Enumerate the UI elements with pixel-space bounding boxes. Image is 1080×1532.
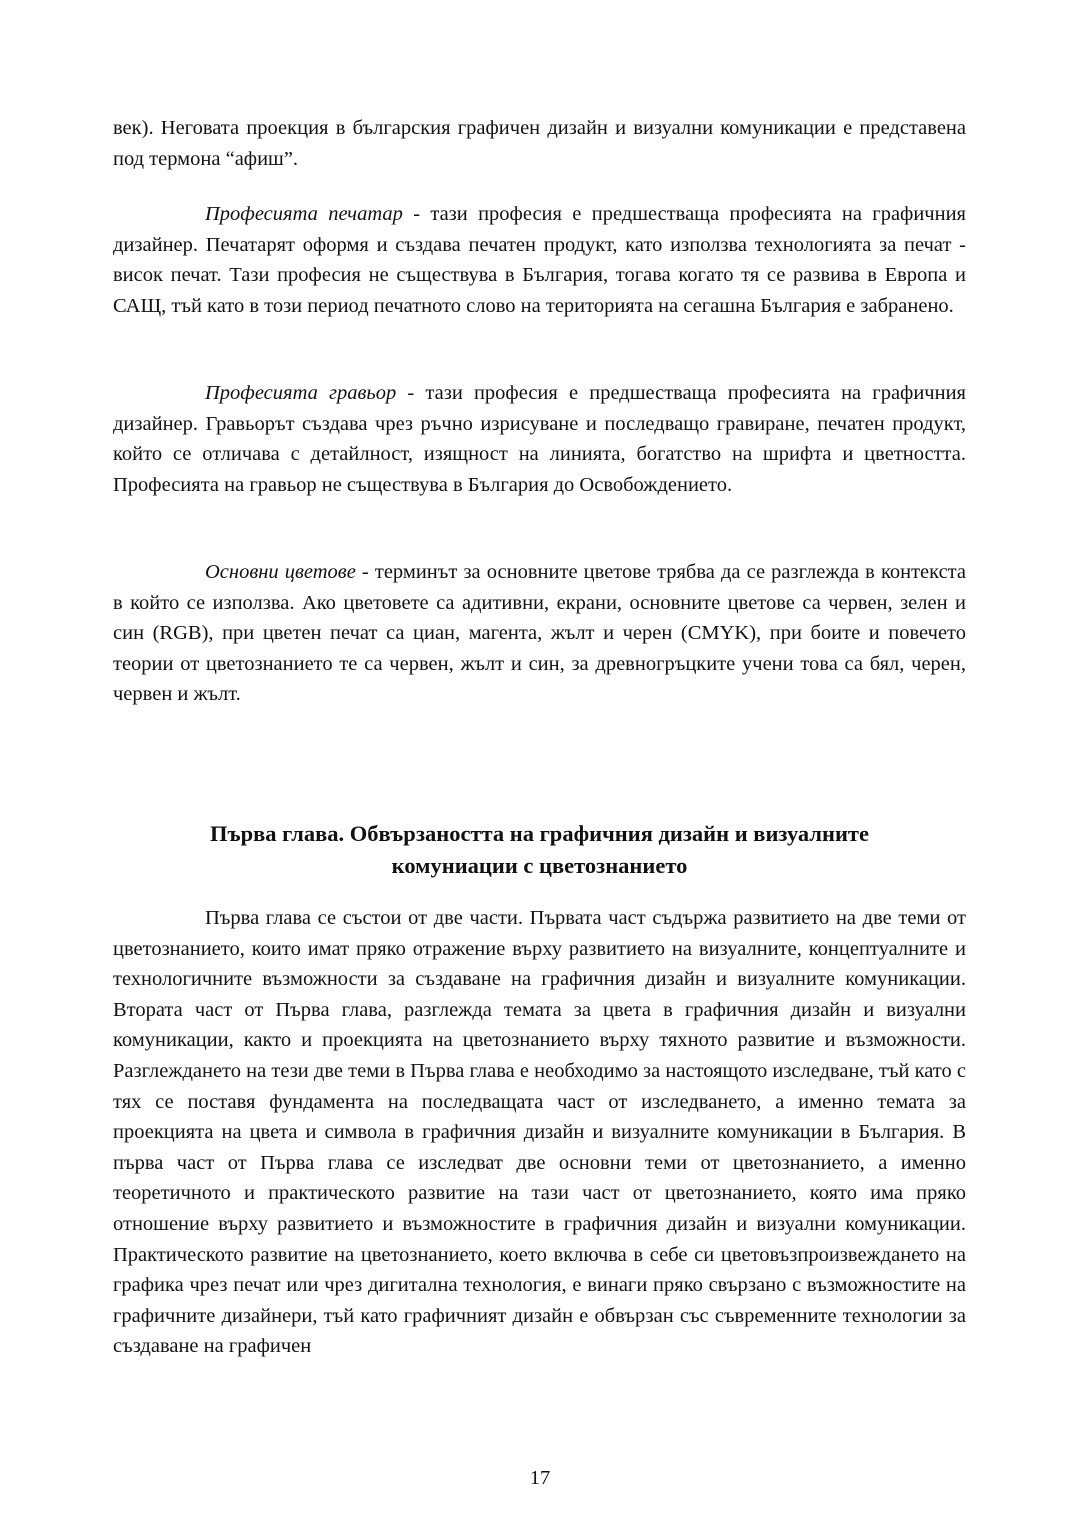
paragraph-text: - тази професия е предшестваща професията на графичния дизайнер. Гравьорът създава чрез ръчно изрисуване и последващо гравиране, печатен продукт, който се отличава с детайлност, изящност на линията, богатство на шрифта и цветността. Професията на гравьор не съществува в България до Освобождението. xyxy=(113,382,966,496)
paragraph-text: - тази професия е предшестваща професията на графичния дизайнер. Печатарят оформя и създава печатен продукт, като използва технологията за печат - висок печат. Тази професия не съществува в България, тогава когато тя се развива в Европа и САЩ, тъй като в този период печатното слово на територията на сегашна България е забранено. xyxy=(113,203,966,317)
paragraph-text: век). Неговата проекция в българския графичен дизайн и визуални комуникации е представена под термона “афиш”. xyxy=(113,117,966,170)
paragraph-engraver-profession xyxy=(113,378,966,500)
paragraph-text: - терминът за основните цветове трябва да се разглежда в контекста в който се използва. Ако цветовете са адитивни, екрани, основните цветове са червен, зелен и син (RGB), при цветен печат са циан, магента, жълт и черен (CMYK), при боите и повечето теории от цветознанието те са червен, жълт и син, за древногръцките учени това са бял, черен, червен и жълт. xyxy=(113,561,966,706)
paragraph-afish-continuation xyxy=(113,113,966,174)
page-number: 17 xyxy=(529,1467,551,1489)
chapter-heading xyxy=(113,818,966,882)
paragraph-primary-colors xyxy=(113,557,966,710)
term-primary-colors: Основни цветове xyxy=(205,561,356,583)
paragraph-text: Първа глава се състои от две части. Първата част съдържа развитието на две теми от цветознанието, които имат пряко отражение върху развитието на визуалните, концептуалните и технологичните възможности за създаване на графичния дизайн и визуалните комуникации. Втората част от Първа глава, разглежда темата за цвета в графичния дизайн и визуални комуникации, както и проекцията на цветознанието върху тяхното развитие и възможности. Разглеждането на тези две теми в Първа глава е необходимо за настоящото изследване, тъй като с тях се поставя фундамента на последващата част от изследването, а именно темата за проекцията на цвета и символа в графичния дизайн и визуалните комуникации в България. В първа част от Първа глава се изследват две основни теми от цветознанието, а именно теоретичното и практическото развитие на тази част от цветознанието, която има пряко отношение върху развитието и възможностите в графичния дизайн и визуални комуникации. Практическото развитие на цветознанието, което включва в себе си цветовъзпроизвеждането на графика чрез печат или чрез дигитална технология, е винаги пряко свързано с възможностите на графичните дизайнери, тъй като графичният дизайн е обвързан със съвременните технологии за създаване на графичен xyxy=(113,907,966,1358)
paragraph-chapter-intro xyxy=(113,903,966,1362)
term-printer: Професията печатар xyxy=(205,203,403,225)
paragraph-printer-profession xyxy=(113,199,966,321)
term-engraver: Професията гравьор xyxy=(205,382,397,404)
chapter-heading-line-1: Първа глава. Обвързаността на графичния дизайн и визуалните xyxy=(210,821,869,846)
chapter-heading-line-2: комуниации с цветознанието xyxy=(391,853,688,878)
